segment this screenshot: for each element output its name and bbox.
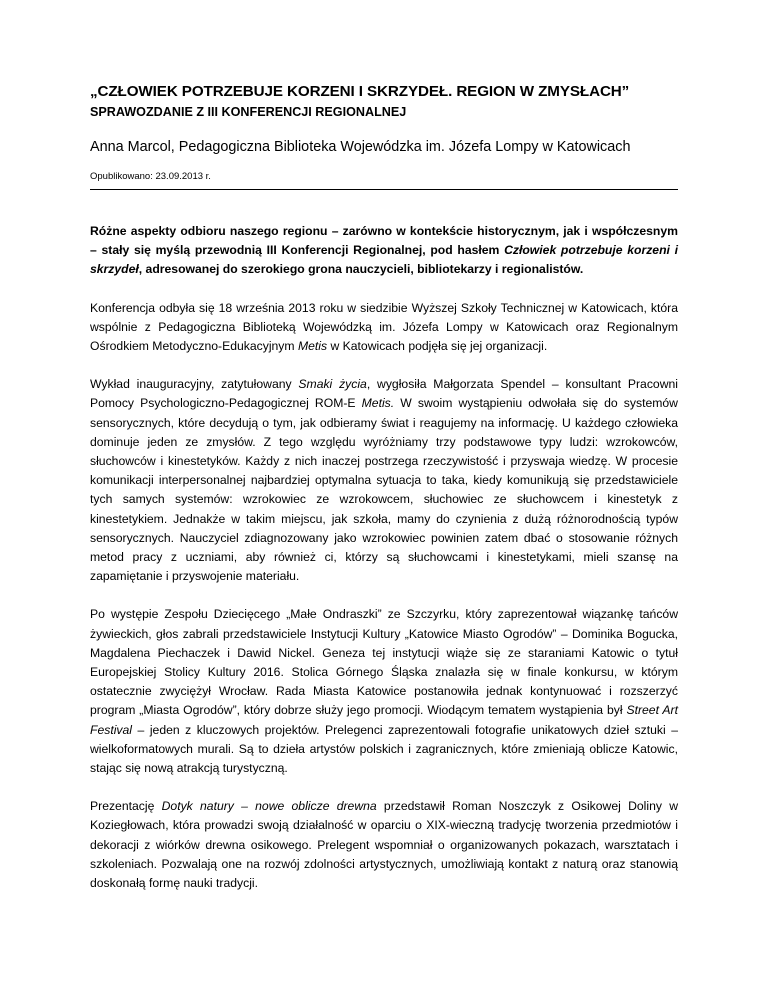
paragraph-katowice: Po występie Zespołu Dziecięcego „Małe Ondraszki” ze Szczyrku, który zaprezentował wiązankę tańców żywieckich, głos zabrali przedstawiciele Instytucji Kultury „Katowice Miasto Ogrodów” – Dominika Bogucka, Magdalena Piechaczek i Dawid Nickel. Geneza tej instytucji wiąże się ze staraniami Katowic o tytuł Europejskiej Stolicy Kultury 2016. Stolica Górnego Śląska znalazła się w finale konkursu, w którym ostatecznie zwyciężył Wrocław. Rada Miasta Katowice postanowiła jednak kontynuować i rozszerzyć program „Miasta Ogrodów”, który dobrze służy jego promocji. Wiodącym tematem wystąpienia był Street Art Festival – jeden z kluczowych projektów. Prelegenci zaprezentowali fotografie unikatowych dzieł sztuki – wielkoformatowych murali. Są to dzieła artystów polskich i zagranicznych, które zmieniają oblicze Katowic, stając się nową atrakcją turystyczną.: [90, 607, 678, 776]
paragraph-lecture: Wykład inauguracyjny, zatytułowany Smaki życia, wygłosiła Małgorzata Spendel – konsultant Pracowni Pomocy Psychologiczno-Pedagogicznej ROM-E Metis. W swoim wystąpieniu odwołała się do systemów sensorycznych, które decydują o tym, jak odbieramy świat i reagujemy na informację. U każdego człowieka dominuje jeden ze zmysłów. Z tego względu wyróżniamy trzy podstawowe typy ludzi: wzrokowców, słuchowców i kinestetyków. Każdy z nich inaczej postrzega rzeczywistość i przyswaja wiedzę. W procesie komunikacji interpersonalnej najbardziej optymalna sytuacja to taka, kiedy komunikują się przedstawiciele tych samych systemów: wzrokowiec ze wzrokowcem, słuchowiec ze słuchowcem i kinestetyk z kinestetykiem. Jednakże w takim miejscu, jak szkoła, mamy do czynienia z dużą różnorodnością typów sensorycznych. Nauczyciel zdiagnozowany jako wzrokowiec powinien zatem dbać o stosowanie różnych metod pracy z uczniami, aby również ci, którzy są słuchowcami i kinestetykami, mieli szansę na zapamiętanie i przyswojenie materiału.: [90, 377, 678, 584]
document-title: „CZŁOWIEK POTRZEBUJE KORZENI I SKRZYDEŁ. REGION W ZMYSŁACH”: [90, 83, 630, 100]
author-line: Anna Marcol, Pedagogiczna Biblioteka Wojewódzka im. Józefa Lompy w Katowicach: [90, 139, 631, 155]
article-body: [90, 222, 678, 912]
header-divider: [90, 189, 678, 190]
paragraph-conference: Konferencja odbyła się 18 września 2013 roku w siedzibie Wyższej Szkoły Technicznej w Katowicach, która wspólnie z Pedagogiczna Biblioteką Wojewódzką im. Józefa Lompy w Katowicach oraz Regionalnym Ośrodkiem Metodyczno-Edukacyjnym Metis w Katowicach podjęła się jej organizacji.: [90, 300, 678, 354]
publication-date: Opublikowano: 23.09.2013 r.: [90, 171, 211, 182]
lead-paragraph: Różne aspekty odbioru naszego regionu – zarówno w kontekście historycznym, jak i współczesnym – stały się myślą przewodnią III Konferencji Regionalnej, pod hasłem Człowiek potrzebuje korzeni i skrzydeł, adresowanej do szerokiego grona nauczycieli, bibliotekarzy i regionalistów.: [90, 224, 678, 277]
paragraph-wood: Prezentację Dotyk natury – nowe oblicze drewna przedstawił Roman Noszczyk z Osikowej Doliny w Koziegłowach, która prowadzi swoją działalność w oparciu o XIX-wieczną tradycję tworzenia przedmiotów i dekoracji z wiórków drewna osikowego. Prelegent wspomniał o organizowanych pokazach, warsztatach i szkoleniach. Pozwalają one na rozwój zdolności artystycznych, umożliwiają kontakt z naturą oraz stanowią doskonałą formę nauki tradycji.: [90, 799, 678, 891]
document-subtitle: SPRAWOZDANIE Z III KONFERENCJI REGIONALNEJ: [90, 105, 407, 119]
